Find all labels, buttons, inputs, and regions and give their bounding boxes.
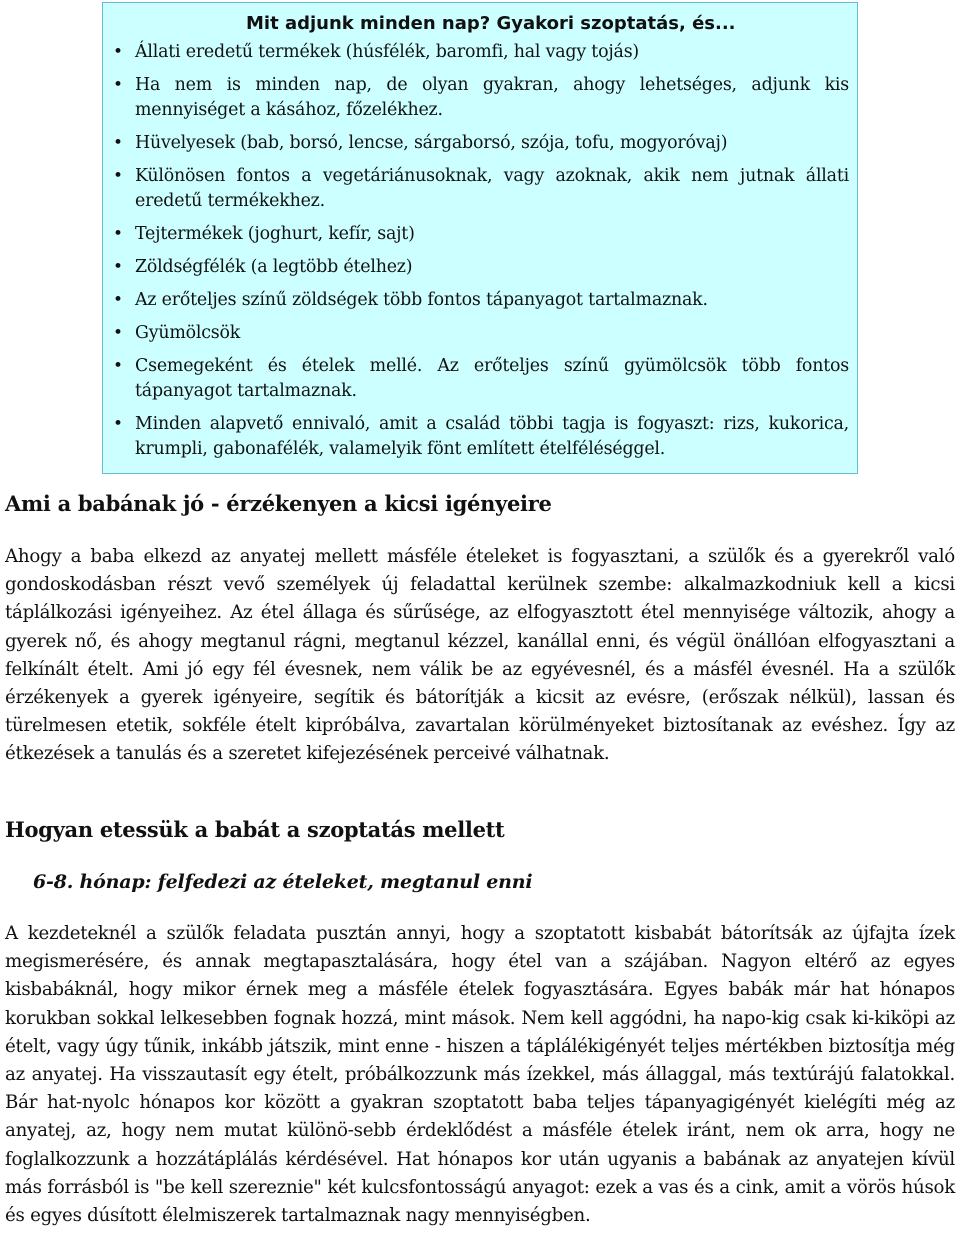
paragraph-feeding: A kezdeteknél a szülők feladata pusztán annyi, hogy a szoptatott kisbabát bátorítsák az újfajta ízek megismerésére, és annak megtapasztalására, hogy étel van a szájában. Nagyon eltérő az egyes kisbabáknál, hogy mikor érnek meg a másféle ételek fogyasztására. Egyes babák már hat hónapos korukban sokkal lelkesebben fognak hozzá, mint mások. Nem kell aggódni, ha napo-kig csak ki-kiköpi az ételt, vagy úgy tűnik, inkább játszik, mint enne - hiszen a táplálékigényét teljes mértékben biztosítja még az anyatej. Ha visszautasít egy ételt, próbálkozzunk más ízekkel, más állaggal, más textúrájú falatokkal. Bár hat-nyolc hónapos kor között a gyakran szoptatott baba teljes tápanyagigényét kielégíti még az anyatej, az, hogy nem mutat különö-sebb érdeklődést a másféle ételek iránt, nem ok arra, hogy ne foglalkozzunk a hozzátáplálás kérdésével. Hat hónapos kor után ugyanis a babának az anyatejen kívül más forrásból is "be kell szereznie" két kulcsfontosságú anyagot: ezek a vas és a cink, amit a vörös húsok és egyes dúsított élelmiszerek tartalmaznak nagy mennyiségben. (5, 923, 955, 1227)
list-item: • Zöldségfélék (a legtöbb ételhez) (111, 255, 849, 280)
list-item: • Különösen fontos a vegetáriánusoknak, vagy azoknak, akik nem jutnak állati eredetű termékekhez. (113, 166, 849, 211)
info-box-list (111, 40, 849, 462)
bullet-icon: • (113, 166, 123, 186)
subheading-6-8-months: 6-8. hónap: felfedezi az ételeket, megtanul enni (33, 871, 533, 893)
list-item: • Csemegeként és ételek mellé. Az erőteljes színű gyümölcsök több fontos tápanyagot tartalmaznak. (113, 356, 849, 401)
list-item: • Ha nem is minden nap, de olyan gyakran, ahogy lehetséges, adjunk kis mennyiséget a kásához, főzelékhez. (113, 75, 849, 120)
list-item: • Az erőteljes színű zöldségek több fontos tápanyagot tartalmaznak. (111, 288, 849, 313)
list-item: • Állati eredetű termékek (húsfélék, baromfi, hal vagy tojás) (111, 40, 849, 65)
paragraph-baby-needs: Ahogy a baba elkezd az anyatej mellett másféle ételeket is fogyasztani, a szülők és a gyerekről való gondoskodásban részt vevő személyek új feladattal kerülnek szembe: alkalmazkodniuk kell a kicsi táplálkozási igényeihez. Az étel állaga és sűrűsége, az elfogyasztott étel mennyisége változik, ahogy a gyerek nő, és ahogy megtanul rágni, megtanul kézzel, kanállal enni, és végül önállóan elfogyasztani a felkínált ételt. Ami jó egy fél évesnek, nem válik be az egyévesnél, és a másfél évesnél. Ha a szülők érzékenyek a gyerek igényeire, segítik és bátorítják a kicsit az evésre, (erőszak nélkül), lassan és türelmesen etetik, sokféle ételt kipróbálva, zavartalan körülményeket biztosítanak az evéshez. Így az étkezések a tanulás és a szeretet kifejezésének perceivé válhatnak. (5, 546, 955, 765)
list-item: • Hüvelyesek (bab, borsó, lencse, sárgaborsó, szója, tofu, mogyoróvaj) (111, 131, 849, 156)
list-item: • Tejtermékek (joghurt, kefír, sajt) (111, 222, 849, 247)
bullet-icon: • (113, 42, 123, 62)
bullet-icon: • (113, 356, 123, 376)
section-heading-feeding: Hogyan etessük a babát a szoptatás mellett (5, 817, 505, 842)
bullet-icon: • (113, 224, 123, 244)
info-box (102, 2, 858, 474)
bullet-icon: • (113, 414, 123, 434)
bullet-icon: • (113, 133, 123, 153)
section-heading-baby-needs: Ami a babának jó - érzékenyen a kicsi igényeire (5, 491, 552, 516)
bullet-icon: • (113, 290, 123, 310)
list-item: • Minden alapvető ennivaló, amit a család többi tagja is fogyaszt: rizs, kukorica, krumpli, gabonafélék, valamelyik fönt említett ételféléséggel. (113, 414, 849, 459)
bullet-icon: • (113, 323, 123, 343)
bullet-icon: • (113, 257, 123, 277)
info-box-title: Mit adjunk minden nap? Gyakori szoptatás, és... (246, 13, 736, 34)
list-item: • Gyümölcsök (111, 321, 849, 346)
bullet-icon: • (113, 75, 123, 95)
